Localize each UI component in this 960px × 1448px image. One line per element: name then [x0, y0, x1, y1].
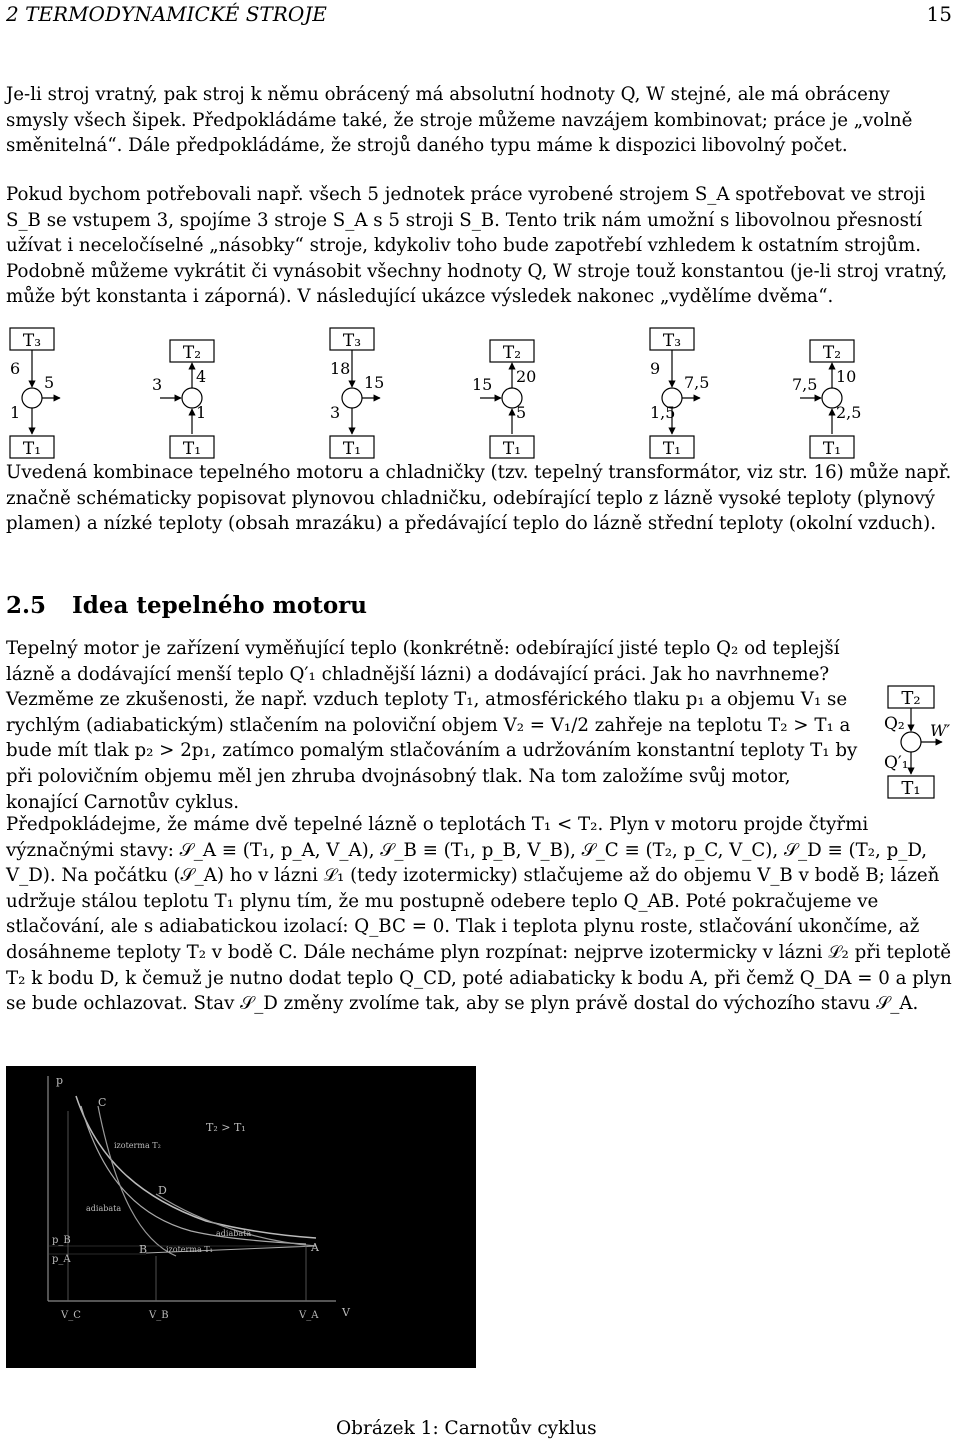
machine-circle [22, 388, 42, 408]
paragraph-2: Pokud bychom potřebovali např. všech 5 jednotek práce vyrobené strojem S_A spotřebovat ve stroji S_B se vstupem 3, spojíme 3 stroje S_A s 5 stroji S_B. Tento trik nám umožní s libovolnou přesností užívat i neceločíselné „násobky“ stroje, kdykoliv toho bude zapotřebí vzhledem k ostatním strojům. Podobně můžeme vykrátit či vynásobit všechny hodnoty Q, W stroje touž konstantou (je-li stroj vratný, může být konstanta i záporná). V následující ukázce výsledek nakonec „vydělíme dvěma“. [6, 184, 948, 308]
machine-heat-out-value: 1,5 [650, 403, 676, 422]
cold-reservoir-label: T₁ [901, 778, 921, 799]
machine-heat-out-value: 10 [836, 367, 857, 386]
pv-label-t-relation: T₂ > T₁ [206, 1121, 246, 1134]
page-number: 15 [926, 2, 952, 26]
pv-label-vb: V_B [149, 1310, 169, 1321]
machine-bottom-label: T₁ [502, 439, 522, 459]
pv-label-d: D [158, 1184, 167, 1197]
machine-bottom-label: T₁ [182, 439, 202, 459]
section-heading [6, 592, 367, 619]
paragraph-5: Předpokládejme, že máme dvě tepelné lázně o teplotách T₁ < T₂. Plyn v motoru projde čtyřmi význačnými stavy: 𝒮_A ≡ (T₁, p_A, V_A), 𝒮_B ≡ (T₁, p_B, V_B), 𝒮_C ≡ (T₂, p_C, V_C), 𝒮_D ≡ (T₂, p_D, V_D). Na počátku (𝒮_A) ho v lázni ℒ₁ (tedy izotermicky) stlačujeme až do objemu V_B v bodě B; lázeň udržuje stálou teplotu T₁ plynu tím, že mu postupně odebere teplo Q_AB. Poté pokračujeme ve stlačování, ale s adiabatickou izolací: Q_BC = 0. Tlak i teplota plynu roste, stlačování ukončíme, až dosáhneme teploty T₂ v bodě C. Dále necháme plyn rozpínat: nejprve izotermicky v lázni ℒ₂ při teplotě T₂ k bodu D, k čemuž je nutno dodat teplo Q_CD, poté adiabaticky k bodu A, při čemž Q_DA = 0 a plyn se bude ochlazovat. Stav 𝒮_D změny zvolíme tak, aby se plyn právě dostal do výchozího stavu 𝒮_A. [6, 814, 952, 1015]
machine-work-value: 7,5 [684, 373, 710, 392]
machine-heat-out-value: 20 [516, 367, 537, 386]
machine-top-label: T₃ [342, 331, 362, 351]
pv-label-vc: V_C [61, 1310, 81, 1321]
machine-heat-in-value: 18 [330, 359, 351, 378]
machine-top-label: T₃ [662, 331, 682, 351]
machine-work-value: 15 [472, 375, 493, 394]
figure-caption: Obrázek 1: Carnotův cyklus [336, 1418, 597, 1439]
section-number: 2.5 [6, 592, 47, 619]
pv-label-pa: p_A [52, 1254, 71, 1265]
pv-label-adiabata-right: adiabata [216, 1229, 252, 1238]
machine-heat-in-value: 1 [196, 403, 207, 422]
pv-label-izoterma-t1: izoterma T₁ [166, 1245, 213, 1254]
machine-heat-in-value: 6 [10, 359, 21, 378]
machine-work-value: 7,5 [792, 375, 818, 394]
pv-label-izoterma-t2: izoterma T₂ [114, 1141, 161, 1150]
machine-work-value: 5 [44, 373, 55, 392]
pv-label-pb: p_B [52, 1235, 71, 1246]
machine-heat-in-value: 5 [516, 403, 527, 422]
chapter-title: 2 TERMODYNAMICKÉ STROJE [6, 2, 327, 26]
machines-svg [6, 326, 956, 461]
pv-label-v: V [342, 1306, 350, 1319]
machines-diagram [6, 326, 956, 461]
machine-heat-out-value: 4 [196, 367, 207, 386]
machine-bottom-label: T₁ [662, 439, 682, 459]
paragraph-3: Uvedená kombinace tepelného motoru a chladničky (tzv. tepelný transformátor, viz str. 16) může např. značně schématicky popisovat plynovou chladničku, odebírající teplo z lázně vysoké teploty (plynový plamen) a nízké teploty (obsah mrazáku) a předávající teplo do lázně střední teploty (okolní vzduch). [6, 462, 952, 535]
engine-circle [901, 732, 921, 752]
hot-reservoir-label: T₂ [901, 688, 921, 709]
page-header [6, 2, 952, 36]
machine-top-label: T₂ [182, 343, 202, 363]
engine-diagram [878, 684, 958, 800]
pv-diagram [6, 1066, 476, 1368]
machine-bottom-label: T₁ [22, 439, 42, 459]
pv-label-b: B [139, 1243, 148, 1256]
machine-heat-out-value: 3 [330, 403, 341, 422]
machine-work-value: 15 [364, 373, 385, 392]
machine-top-label: T₃ [22, 331, 42, 351]
machine-heat-out-value: 1 [10, 403, 21, 422]
machine-top-label: T₂ [822, 343, 842, 363]
section-title: Idea tepelného motoru [72, 592, 368, 619]
machine-top-label: T₂ [502, 343, 522, 363]
machine-bottom-label: T₁ [822, 439, 842, 459]
work-label: W′ [930, 721, 951, 740]
machine-bottom-label: T₁ [342, 439, 362, 459]
q-in-label: Q₂ [884, 714, 905, 734]
q-out-label: Q′₁ [884, 753, 909, 773]
paragraph-1: Je-li stroj vratný, pak stroj k němu obrácený má absolutní hodnoty Q, W stejné, ale má obráceny smysly všech šipek. Předpokládáme také, že stroje můžeme navzájem kombinovat; práce je „volně směnitelná“. Dále předpokládáme, že strojů daného typu máme k dispozici libovolný počet. [6, 84, 913, 157]
pv-label-c: C [98, 1096, 107, 1109]
machine-heat-in-value: 2,5 [836, 403, 862, 422]
paragraph-4: Tepelný motor je zařízení vyměňující teplo (konkrétně: odebírající jisté teplo Q₂ od teplejší lázně a dodávající menší teplo Q′₁ chladnější lázni) a dodávající práci. Jak ho navrhneme? Vezměme ze zkušenosti, že např. vzduch teploty T₁, atmosférického tlaku p₁ a objemu V₁ se rychlým (adiabatickým) stlačením na poloviční objem V₂ = V₁/2 zahřeje na teplotu T₂ > T₁ a bude mít tlak p₂ > 2p₁, zatímco pomalým stlačováním a udržováním konstantní teploty T₁ by při polovičním objemu měl jen zhruba dvojnásobný tlak. Na tom založíme svůj motor, konající Carnotův cyklus. [6, 638, 858, 813]
machine-work-value: 3 [152, 375, 163, 394]
machine-circle [342, 388, 362, 408]
pv-label-adiabata-left: adiabata [86, 1204, 122, 1213]
carnot-cycle-figure [6, 1066, 476, 1368]
pv-label-p: p [56, 1074, 64, 1087]
pv-label-a: A [311, 1241, 319, 1254]
machine-heat-in-value: 9 [650, 359, 661, 378]
pv-label-va: V_A [299, 1310, 319, 1321]
